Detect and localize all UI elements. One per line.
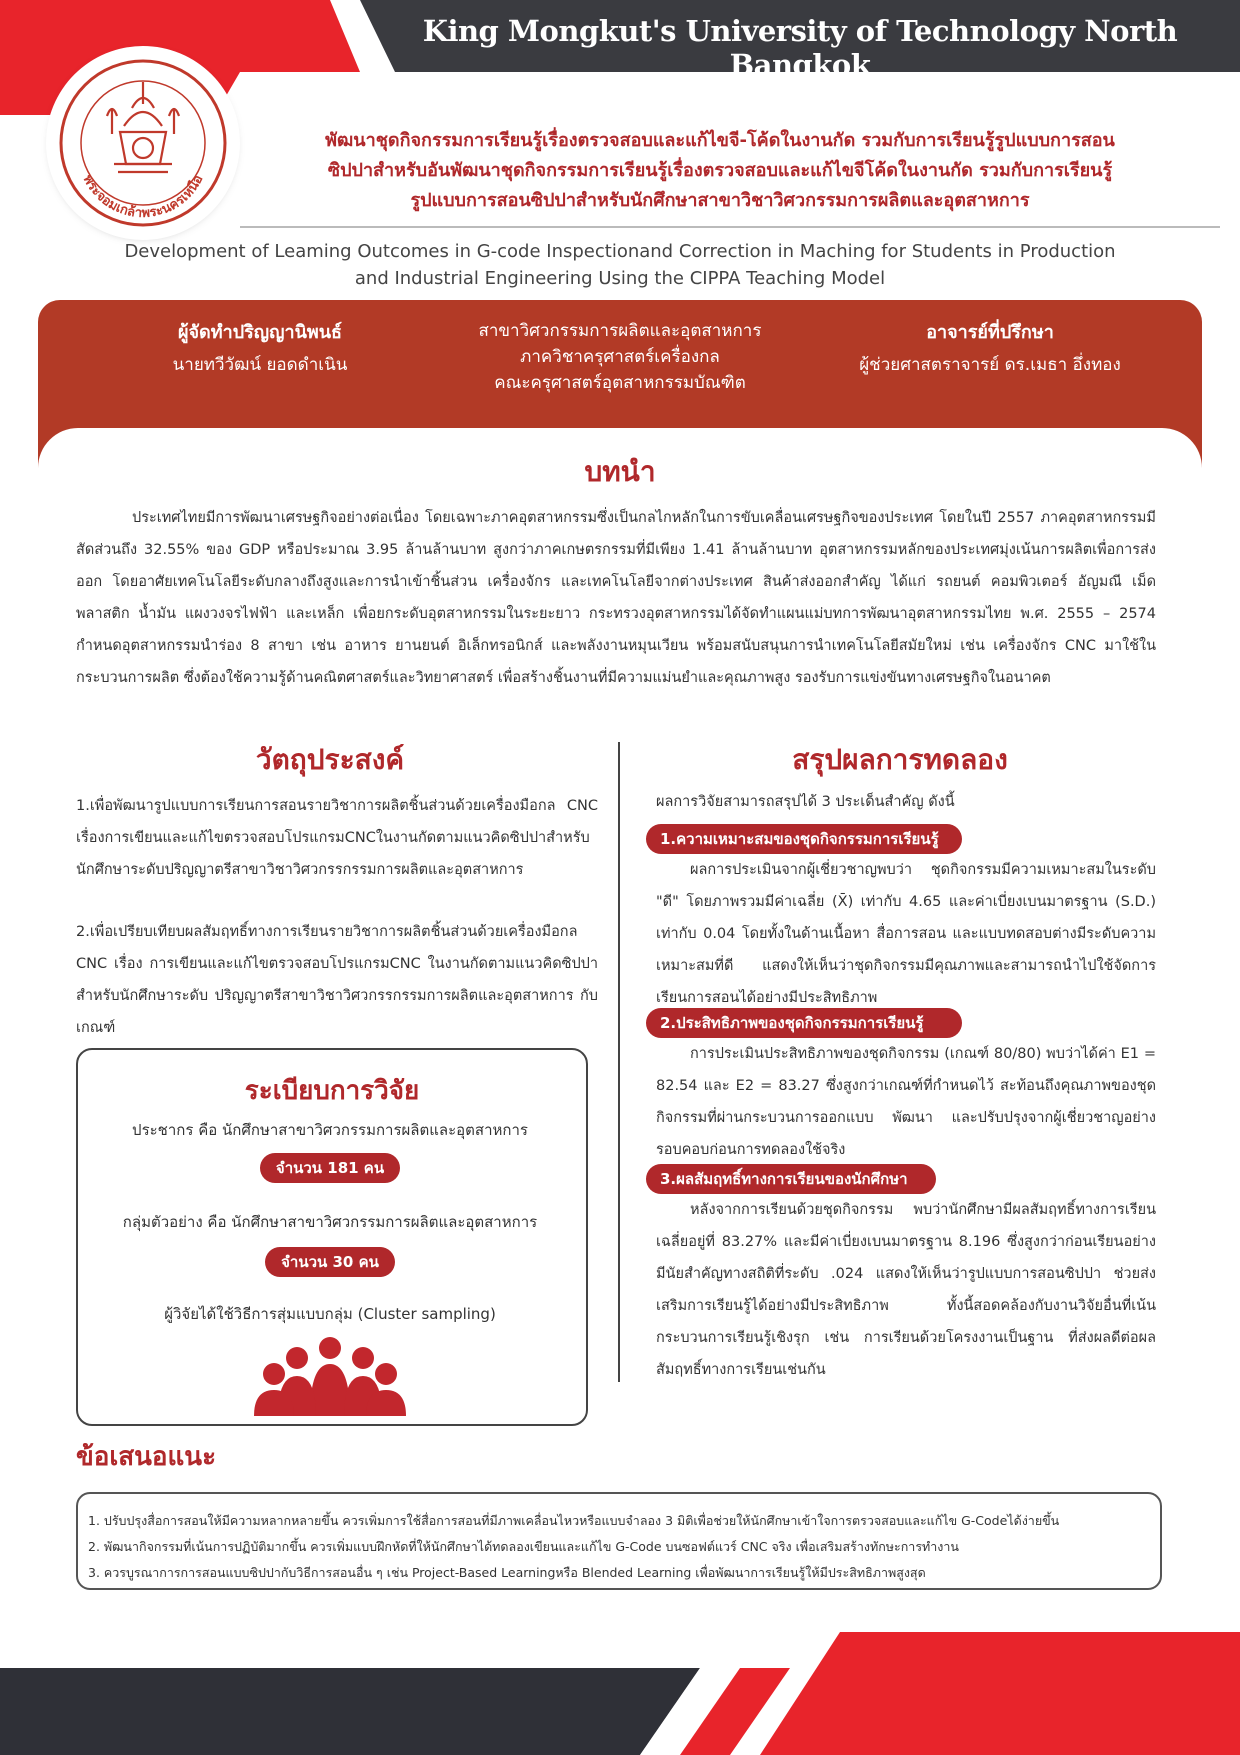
suggestions-heading: ข้อเสนอแนะ bbox=[76, 1442, 217, 1472]
result-3-title-pill bbox=[646, 1164, 936, 1194]
objectives-heading: วัตถุประสงค์ bbox=[255, 743, 405, 776]
result-2-title: 2.ประสิทธิภาพของชุดกิจกรรมการเรียนรู้ bbox=[646, 1008, 962, 1038]
suggestion-item: 2. พัฒนากิจกรรมที่เน้นการปฏิบัติมากขึ้น ควรเพิ่มแบบฝึกหัดที่ให้นักศึกษาได้ทดลองเขียนและแก้ไข G-Code บนซอฟต์แวร์ CNC จริง เพื่อเสริมสร้างทักษะการทำงาน bbox=[88, 1539, 959, 1554]
column-divider bbox=[618, 742, 620, 1382]
suggestion-item: 1. ปรับปรุงสื่อการสอนให้มีความหลากหลายขึ้น ควรเพิ่มการใช้สื่อการสอนที่มีภาพเคลื่อนไหวหรือแบบจำลอง 3 มิติเพื่อช่วยให้นักศึกษาเข้าใจการตรวจสอบและแก้ไข G-Codeได้ง่ายขึ้น bbox=[88, 1513, 1060, 1528]
svg-text:พระจอมเกล้าพระนครเหนือ: พระจอมเกล้าพระนครเหนือ bbox=[79, 172, 207, 222]
sampling-text: ผู้วิจัยได้ใช้วิธีการสุ่มแบบกลุ่ม (Cluster sampling) bbox=[164, 1305, 496, 1323]
department-line: ภาควิชาครุศาสตร์เครื่องกล bbox=[520, 347, 720, 367]
result-2-body: การประเมินประสิทธิภาพของชุดกิจกรรม (เกณฑ์ 80/80) พบว่าได้ค่า E1 = 82.54 และ E2 = 83.27 ซึ่งสูงกว่าเกณฑ์ที่กำหนดไว้ สะท้อนถึงคุณภาพของชุดกิจกรรมที่ผ่านกระบวนการออกแบบ พัฒนา และปรับปรุงจากผู้เชี่ยวชาญอย่างรอบคอบก่อนการทดลองใช้จริง bbox=[656, 1046, 1156, 1158]
title-divider bbox=[240, 226, 1220, 228]
seal-emblem-icon bbox=[52, 52, 234, 234]
advisor-name: ผู้ช่วยศาสตราจารย์ ดร.เมธา อึ่งทอง bbox=[859, 355, 1121, 375]
footer-decoration bbox=[0, 1632, 1240, 1755]
suggestion-item: 3. ควรบูรณาการการสอนแบบซิปปากับวิธีการสอนอื่น ๆ เช่น Project-Based Learningหรือ Blended Learning เพื่อพัฒนาการเรียนรู้ให้มีประสิทธิภาพสูงสุด bbox=[88, 1565, 926, 1580]
thai-title-line-3: รูปแบบการสอนซิปปาสำหรับนักศึกษาสาขาวิชาวิศวกรรมการผลิตและอุตสาหการ bbox=[410, 190, 1030, 211]
intro-paragraph: ประเทศไทยมีการพัฒนาเศรษฐกิจอย่างต่อเนื่อง โดยเฉพาะภาคอุตสาหกรรมซึ่งเป็นกลไกหลักในการขับเคลื่อนเศรษฐกิจของประเทศ โดยในปี 2557 ภาคอุตสาหกรรมมีสัดส่วนถึง 32.55% ของ GDP หรือประมาณ 3.95 ล้านล้านบาท สูงกว่าภาคเกษตรกรรมที่มีเพียง 1.41 ล้านล้านบาท อุตสาหกรรมหลักของประเทศมุ่งเน้นการผลิตเพื่อการส่งออก โดยอาศัยเทคโนโลยีระดับกลางถึงสูงและการนำเข้าชิ้นส่วน เครื่องจักร และเทคโนโลยีจากต่างประเทศ สินค้าส่งออกสำคัญ ได้แก่ รถยนต์ คอมพิวเตอร์ อัญมณี เม็ดพลาสติก น้ำมัน แผงวงจรไฟฟ้า และเหล็ก เพื่อยกระดับอุตสาหกรรมในระยะยาว กระทรวงอุตสาหกรรมได้จัดทำแผนแม่บทการพัฒนาอุตสาหกรรมไทย พ.ศ. 2555 – 2574 กำหนดอุตสาหกรรมนำร่อง 8 สาขา เช่น อาหาร ยานยนต์ อิเล็กทรอนิกส์ และพลังงานหมุนเวียน พร้อมสนับสนุนการนำเทคโนโลยีสมัยใหม่ เช่น เครื่องจักร CNC มาใช้ในกระบวนการผลิต ซึ่งต้องใช้ความรู้ด้านคณิตศาสตร์และวิทยาศาสตร์ เพื่อสร้างชิ้นงานที่มีความแม่นยำและคุณภาพสูง รองรับการแข่งขันทางเศรษฐกิจในอนาคต bbox=[76, 510, 1156, 686]
result-1-title: 1.ความเหมาะสมของชุดกิจกรรมการเรียนรู้ bbox=[646, 824, 962, 854]
method-heading: ระเบียบการวิจัย bbox=[244, 1076, 420, 1106]
author-heading: ผู้จัดทำปริญญานิพนธ์ bbox=[177, 322, 343, 343]
university-name: King Mongkut's University of Technology North Bangkok bbox=[422, 14, 1178, 82]
author-name: นายทวีวัฒน์ ยอดดำเนิน bbox=[172, 355, 348, 375]
result-2-title-pill bbox=[646, 1008, 962, 1038]
department-block bbox=[430, 318, 810, 396]
author-block bbox=[110, 320, 410, 378]
results-lead: ผลการวิจัยสามารถสรุปได้ 3 ประเด็นสำคัญ ดังนี้ bbox=[656, 794, 955, 810]
english-title-line-1: Development of Leaming Outcomes in G-code Inspectionand Correction in Maching for Students in Production bbox=[124, 241, 1116, 262]
result-3-title: 3.ผลสัมฤทธิ์ทางการเรียนของนักศึกษา bbox=[646, 1164, 936, 1194]
result-1-title-pill bbox=[646, 824, 962, 854]
result-1-body: ผลการประเมินจากผู้เชี่ยวชาญพบว่า ชุดกิจกรรมมีความเหมาะสมในระดับ "ดี" โดยภาพรวมมีค่าเฉลี่ย (X̄) เท่ากับ 4.65 และค่าเบี่ยงเบนมาตรฐาน (S.D.) เท่ากับ 0.04 โดยทั้งในด้านเนื้อหา สื่อการสอน และแบบทดสอบต่างมีระดับความเหมาะสมที่ดี แสดงให้เห็นว่าชุดกิจกรรมมีคุณภาพและสามารถนำไปใช้จัดการเรียนการสอนได้อย่างมีประสิทธิภาพ bbox=[656, 862, 1156, 1006]
objective-item-1: 1.เพื่อพัฒนารูปแบบการเรียนการสอนรายวิชาการผลิตชิ้นส่วนด้วยเครื่องมือกล CNC เรื่องการเขียนและแก้ไขตรวจสอบโปรแกรมCNCในงานกัดตามแนวคิดซิปปาสำหรับนักศึกษาระดับปริญญาตรีสาขาวิชาวิศวกรรกรรมการผลิตและอุตสาหการ bbox=[76, 798, 598, 878]
advisor-heading: อาจารย์ที่ปรึกษา bbox=[926, 322, 1054, 343]
objective-item-2: 2.เพื่อเปรียบเทียบผลสัมฤทธิ์ทางการเรียนรายวิชาการผลิตชิ้นส่วนด้วยเครื่องมือกล CNC เรื่อง การเขียนและแก้ไขตรวจสอบโปรแกรมCNC ในงานกัดตามแนวคิดซิปปาสำหรับนักศึกษาระดับ ปริญญาตรีสาขาวิชาวิศวกรรกรรมการผลิตและอุตสาหการ กับเกณฑ์ bbox=[76, 924, 598, 1036]
department-line: สาขาวิศวกรรมการผลิตและอุตสาหการ bbox=[478, 321, 762, 341]
sample-count: จำนวน 30 คน bbox=[265, 1247, 395, 1277]
population-count-badge bbox=[256, 1156, 404, 1180]
university-seal-logo bbox=[52, 52, 234, 234]
department-line: คณะครุศาสตร์อุตสาหกรรมบัณฑิต bbox=[494, 373, 746, 393]
english-title-line-2: and Industrial Engineering Using the CIPPA Teaching Model bbox=[354, 268, 886, 289]
thai-title-line-1: พัฒนาชุดกิจกรรมการเรียนรู้เรื่องตรวจสอบและแก้ไขจี-โค้ดในงานกัด รวมกับการเรียนรู้รูปแบบการสอน bbox=[325, 130, 1115, 151]
results-heading: สรุปผลการทดลอง bbox=[792, 743, 1008, 776]
sample-text: กลุ่มตัวอย่าง คือ นักศึกษาสาขาวิศวกรรมการผลิตและอุตสาหการ bbox=[122, 1213, 538, 1231]
population-text: ประชากร คือ นักศึกษาสาขาวิศวกรรมการผลิตและอุตสาหการ bbox=[132, 1121, 528, 1139]
result-3-body: หลังจากการเรียนด้วยชุดกิจกรรม พบว่านักศึกษามีผลสัมฤทธิ์ทางการเรียนเฉลี่ยอยู่ที่ 83.27% และมีค่าเบี่ยงเบนมาตรฐาน 8.196 ซึ่งสูงกว่าก่อนเรียนอย่างมีนัยสำคัญทางสถิติที่ระดับ .024 แสดงให้เห็นว่ารูปแบบการสอนซิปปา ช่วยส่งเสริมการเรียนรู้ได้อย่างมีประสิทธิภาพ ทั้งนี้สอดคล้องกับงานวิจัยอื่นที่เน้นกระบวนการเรียนรู้เชิงรุก เช่น การเรียนด้วยโครงงานเป็นฐาน ที่ส่งผลดีต่อผลสัมฤทธิ์ทางการเรียนเช่นกัน bbox=[656, 1202, 1156, 1378]
sample-count-badge bbox=[262, 1250, 398, 1274]
advisor-block bbox=[820, 320, 1160, 378]
people-group-icon bbox=[250, 1336, 410, 1416]
intro-heading: บทนำ bbox=[584, 455, 656, 488]
thai-title-line-2: ซิปปาสำหรับอันพัฒนาชุดกิจกรรมการเรียนรู้เรื่องตรวจสอบและแก้ไขจีโค้ดในงานกัด รวมกับการเรียนรู้ bbox=[327, 160, 1113, 181]
population-count: จำนวน 181 คน bbox=[260, 1153, 400, 1183]
